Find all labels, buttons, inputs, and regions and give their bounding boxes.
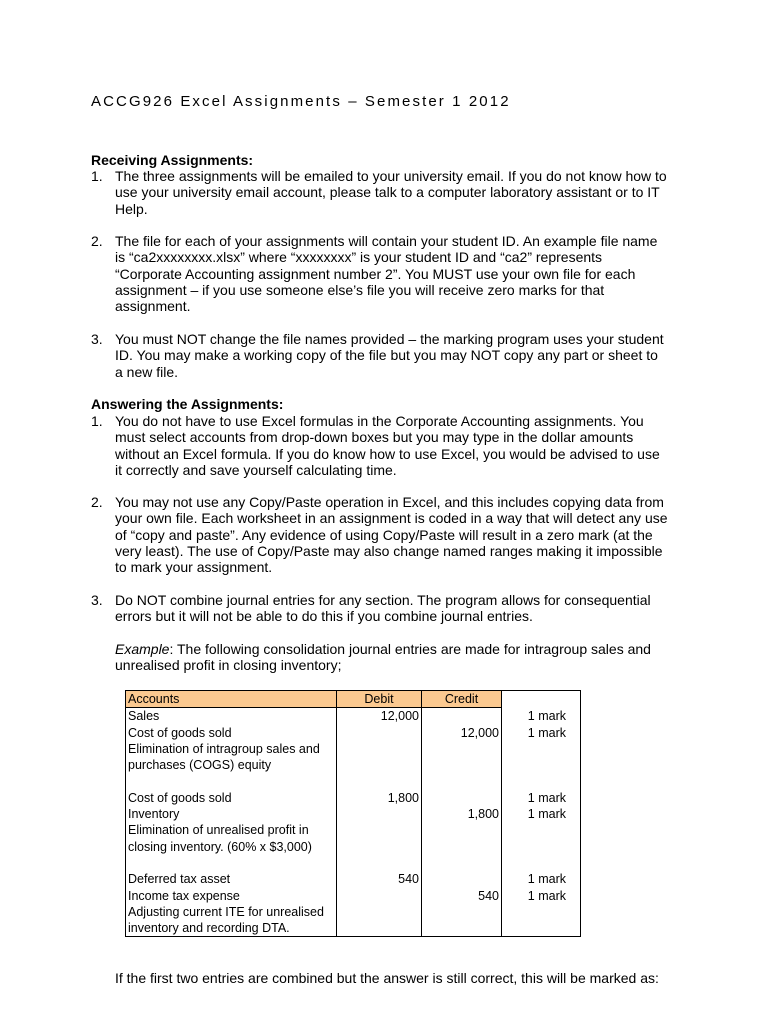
debit-cell	[337, 888, 422, 904]
table-row	[126, 708, 581, 725]
table-header-row	[126, 691, 581, 708]
receiving-heading: Receiving Assignments:	[91, 152, 254, 168]
item-number: 3.	[91, 331, 103, 347]
marks-cell: 1 mark	[502, 725, 581, 741]
account-cell: Elimination of intragroup sales and	[126, 741, 337, 757]
text-line: assignment.	[115, 298, 191, 315]
text-line: You must NOT change the file names provided – the marking program uses your student	[115, 331, 664, 347]
item-number: 3.	[91, 592, 103, 608]
item-number: 2.	[91, 494, 103, 510]
item-number: 1.	[91, 413, 103, 429]
account-cell: Deferred tax asset	[126, 871, 337, 887]
account-cell	[126, 773, 337, 789]
marks-cell	[502, 920, 581, 937]
marks-cell: 1 mark	[502, 871, 581, 887]
text-line: use your university email account, please talk to a computer laboratory assistant or to IT	[115, 184, 660, 201]
account-cell: Inventory	[126, 806, 337, 822]
debit-cell	[337, 839, 422, 855]
account-cell: closing inventory. (60% x $3,000)	[126, 839, 337, 855]
account-cell: inventory and recording DTA.	[126, 920, 337, 937]
text-line: of “copy and paste”. Any evidence of using Copy/Paste will result in a zero mark (at the	[115, 526, 653, 543]
marks-cell: 1 mark	[502, 888, 581, 904]
account-cell: Cost of goods sold	[126, 790, 337, 806]
text-line: assignment – if you use someone else’s file you will receive zero marks for that	[115, 281, 605, 298]
text-line: must select accounts from drop-down boxes but you may type in the dollar amounts	[115, 429, 634, 446]
debit-cell	[337, 773, 422, 789]
credit-cell	[422, 741, 502, 757]
document-title: ACCG926 Excel Assignments – Semester 1 2012	[91, 93, 511, 110]
closing-paragraph: If the first two entries are combined but the answer is still correct, this will be marked as:	[115, 970, 659, 986]
marks-cell	[502, 822, 581, 838]
credit-cell	[422, 855, 502, 871]
marks-cell	[502, 855, 581, 871]
text-line: is “ca2xxxxxxxx.xlsx” where “xxxxxxxx” is your student ID and “ca2” represents	[115, 249, 603, 266]
table-row	[126, 871, 581, 887]
debit-cell	[337, 822, 422, 838]
account-cell: Sales	[126, 708, 337, 725]
table-row	[126, 855, 581, 871]
item-text	[115, 494, 685, 575]
account-cell	[126, 855, 337, 871]
item-number: 1.	[91, 168, 103, 184]
credit-cell	[422, 757, 502, 773]
debit-cell	[337, 725, 422, 741]
text-line: very least). The use of Copy/Paste may also change named ranges making it impossible	[115, 542, 663, 559]
credit-cell: 1,800	[422, 806, 502, 822]
marks-cell	[502, 904, 581, 920]
example-text: : The following consolidation journal entries are made for intragroup sales and	[169, 641, 651, 657]
marks-cell: 1 mark	[502, 790, 581, 806]
text-line: Help.	[115, 200, 148, 217]
item-text	[115, 592, 685, 625]
table-row	[126, 822, 581, 838]
journal-entries-table	[125, 690, 581, 937]
text-line: The three assignments will be emailed to your university email. If you do not know how to	[115, 168, 667, 184]
account-cell: Adjusting current ITE for unrealised	[126, 904, 337, 920]
text-line: You may not use any Copy/Paste operation in Excel, and this includes copying data from	[115, 494, 664, 510]
text-line: to mark your assignment.	[115, 559, 273, 576]
answering-heading: Answering the Assignments:	[91, 396, 284, 412]
marks-cell	[502, 839, 581, 855]
item-text	[115, 331, 685, 380]
table-row	[126, 904, 581, 920]
debit-cell	[337, 920, 422, 937]
item-text	[115, 413, 685, 478]
text-line: unrealised profit in closing inventory;	[115, 657, 342, 674]
text-line: ID. You may make a working copy of the file but you may NOT copy any part or sheet to	[115, 347, 658, 364]
column-header-credit: Credit	[422, 691, 502, 708]
debit-cell: 540	[337, 871, 422, 887]
text-line: Do NOT combine journal entries for any section. The program allows for consequential	[115, 592, 651, 608]
column-header-accounts: Accounts	[126, 691, 337, 708]
table-row	[126, 741, 581, 757]
credit-cell	[422, 904, 502, 920]
credit-cell	[422, 920, 502, 937]
marks-cell: 1 mark	[502, 708, 581, 725]
account-cell: Elimination of unrealised profit in	[126, 822, 337, 838]
text-line	[115, 641, 675, 657]
item-text	[115, 233, 685, 314]
table-row	[126, 773, 581, 789]
account-cell: purchases (COGS) equity	[126, 757, 337, 773]
text-line: The file for each of your assignments will contain your student ID. An example file name	[115, 233, 658, 249]
credit-cell	[422, 871, 502, 887]
table-row	[126, 806, 581, 822]
credit-cell	[422, 708, 502, 725]
debit-cell	[337, 806, 422, 822]
table-row	[126, 757, 581, 773]
text-line: it correctly and save yourself calculating time.	[115, 461, 397, 478]
item-number: 2.	[91, 233, 103, 249]
debit-cell: 1,800	[337, 790, 422, 806]
credit-cell	[422, 773, 502, 789]
text-line: errors but it will not be able to do this if you combine journal entries.	[115, 608, 533, 625]
marks-cell	[502, 741, 581, 757]
text-line: without an Excel formula. If you do know how to use Excel, you would be advised to use	[115, 445, 660, 462]
marks-cell	[502, 757, 581, 773]
example-label: Example	[115, 641, 170, 657]
text-line: your own file. Each worksheet in an assignment is coded in a way that will detect any use	[115, 510, 668, 527]
column-header-debit: Debit	[337, 691, 422, 708]
text-line: “Corporate Accounting assignment number 2”. You MUST use your own file for each	[115, 265, 636, 282]
account-cell: Cost of goods sold	[126, 725, 337, 741]
table-row	[126, 839, 581, 855]
credit-cell: 12,000	[422, 725, 502, 741]
table-row	[126, 725, 581, 741]
credit-cell	[422, 790, 502, 806]
marks-cell	[502, 773, 581, 789]
debit-cell	[337, 855, 422, 871]
debit-cell	[337, 757, 422, 773]
table-row	[126, 888, 581, 904]
credit-cell	[422, 822, 502, 838]
text-line: You do not have to use Excel formulas in the Corporate Accounting assignments. You	[115, 413, 644, 429]
account-cell: Income tax expense	[126, 888, 337, 904]
credit-cell	[422, 839, 502, 855]
table-row	[126, 920, 581, 937]
text-line: a new file.	[115, 363, 179, 380]
example-paragraph	[115, 641, 675, 674]
column-header-marks	[502, 691, 581, 708]
table-row	[126, 790, 581, 806]
marks-cell: 1 mark	[502, 806, 581, 822]
debit-cell	[337, 741, 422, 757]
credit-cell: 540	[422, 888, 502, 904]
debit-cell	[337, 904, 422, 920]
debit-cell: 12,000	[337, 708, 422, 725]
item-text	[115, 168, 685, 217]
